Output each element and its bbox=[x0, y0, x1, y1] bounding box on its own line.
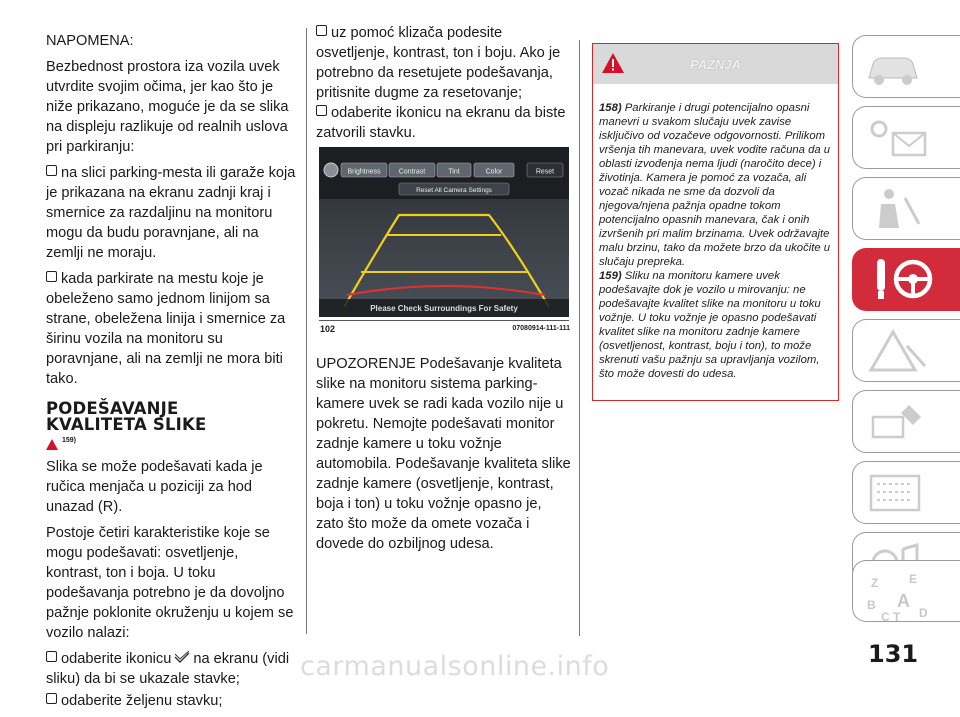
figure-code: 07080914-111-111 bbox=[512, 325, 570, 332]
settings-gear-icon[interactable] bbox=[324, 163, 338, 177]
tab-emergency[interactable] bbox=[852, 319, 960, 382]
warning-paragraph-container bbox=[316, 354, 571, 560]
specs-icon bbox=[863, 468, 933, 518]
svg-text:E: E bbox=[909, 572, 918, 586]
svg-text:A: A bbox=[897, 591, 910, 611]
note-bullet-2: kada parkirate na mestu koje je obeleženo samo jednom linijom sa strane, obeležena linija i smernice za širinu vozila na monitoru su poravnjane, ali na zemlji ne mora biti tako. bbox=[46, 271, 286, 387]
checkbox-bullet-icon bbox=[46, 693, 57, 704]
index-icon bbox=[863, 567, 943, 623]
tab-safety[interactable] bbox=[852, 177, 960, 240]
svg-text:D: D bbox=[919, 606, 928, 620]
column-divider bbox=[306, 28, 307, 634]
brightness-label: Brightness bbox=[347, 168, 381, 176]
safety-banner: Please Check Surroundings For Safety bbox=[370, 304, 518, 313]
steering-icon bbox=[863, 255, 943, 305]
tab-car[interactable] bbox=[852, 35, 960, 98]
note-text: Bezbednost prostora iza vozila uvek utvrdite svojim očima, jer kao što je niže prikazano, moguće je da se slika na displeju razlikuje od realnih uslova pri parkiranju: bbox=[46, 59, 289, 155]
tab-index[interactable] bbox=[852, 560, 960, 622]
figure-rule bbox=[319, 320, 569, 321]
camera-settings-figure bbox=[319, 147, 569, 317]
watermark: carmanualsonline.info bbox=[300, 651, 610, 682]
section-heading: PODEŠAVANJE KVALITETA SLIKE bbox=[46, 399, 207, 434]
svg-text:T: T bbox=[893, 610, 901, 623]
bullet-sliders: uz pomoć klizača podesite osvetljenje, kontrast, ton i boju. Ako je potrebno da resetujete podešavanja, pritisnite dugme za resetovanje; bbox=[316, 25, 561, 101]
warning-paragraph: UPOZORENJE Podešavanje kvaliteta slike na monitoru sistema parking-kamere uvek se radi kada vozilo nije u pokretu. Nemojte podešavati monitor zadnje kamere u toku vožnje automobila. Podešavanje kvaliteta slike zadnje kamere (osvetljenje, kontrast, boja i ton) u toku vožnje opasno je, zato što može da omete vozača i dovede do ozbiljnog udesa. bbox=[316, 356, 571, 552]
attention-item: 158) Parkiranje i drugi potencijalno opasni manevri u svakom slučaju uvek zavise isključivo od vozačeve odgovornosti. Prilikom vršenja tih manevara, uvek vodite računa da u oblasti izvođenja nema ljudi (naročito dece) i životinja. Kamera je pomoć za vozača, ali vozač nikada ne sme da dozvoli da njegova/njena pažnja opadne tokom potencijalno opasnih manevara, čak i onih izvršenih pri malim brzinama. Uvek održavajte malu brzinu, tako da možete brzo da ukočite u slučaju prepreka. bbox=[599, 102, 831, 268]
checkbox-bullet-icon bbox=[46, 651, 57, 662]
note-bullet-1: na slici parking-mesta ili garaže koja je prikazana na ekranu zadnji kraj i smernice za razdaljinu na monitoru mogu da budu poravnjane, ali na zemlji ne moraju. bbox=[46, 165, 296, 261]
camera-screen bbox=[319, 147, 569, 317]
attention-item: 159) Sliku na monitoru kamere uvek podešavajte dok je vozilo u mirovanju: ne podešavajte kvalitet slike na monitoru u toku vožnje. U toku vožnje je opasno podešavati kvalitet slike na monitoru zadnje kamere (osvetljenost, kontrast, boju i ton), to može skrenuti vašu pažnju sa upravljanja vozilom, što može dovesti do udesa. bbox=[599, 270, 821, 380]
service-icon bbox=[863, 397, 933, 447]
bullet-close: odaberite ikonicu na ekranu da biste zatvorili stavku. bbox=[316, 105, 566, 141]
bullet-select-icon: odaberite ikonicu na ekranu (vidi sliku) da bi se ukazale stavke; bbox=[46, 651, 290, 687]
page-number: 131 bbox=[868, 640, 919, 668]
checkbox-bullet-icon bbox=[46, 271, 57, 282]
note-heading: NAPOMENA: bbox=[46, 33, 134, 49]
tint-label: Tint bbox=[448, 168, 460, 176]
attention-title: PAŽNJA bbox=[689, 57, 742, 72]
figure-number: 102 bbox=[320, 324, 336, 334]
tab-specifications[interactable] bbox=[852, 461, 960, 524]
color-label: Color bbox=[485, 168, 503, 176]
attention-box bbox=[592, 43, 839, 401]
reset-label: Reset bbox=[535, 168, 555, 176]
breakdown-icon bbox=[863, 326, 933, 376]
tab-warning-lights[interactable] bbox=[852, 106, 960, 169]
column-divider bbox=[579, 40, 580, 636]
contrast-label: Contrast bbox=[398, 168, 426, 176]
car-icon bbox=[863, 42, 923, 92]
svg-text:B: B bbox=[867, 598, 876, 612]
tab-maintenance[interactable] bbox=[852, 390, 960, 453]
attention-body bbox=[599, 101, 831, 381]
warning-triangle-icon bbox=[46, 439, 58, 450]
checkbox-bullet-icon bbox=[46, 165, 57, 176]
paragraph-gear: Slika se može podešavati kada je ručica menjača u poziciji za hod unazad (R). bbox=[46, 459, 263, 515]
svg-text:C: C bbox=[881, 610, 890, 623]
tab-starting-driving[interactable] bbox=[852, 248, 960, 311]
bullet-select-item: odaberite željenu stavku; bbox=[46, 691, 296, 711]
settings-checkmark-icon bbox=[173, 651, 191, 664]
warning-lights-icon bbox=[863, 113, 933, 163]
svg-text:Z: Z bbox=[871, 576, 879, 590]
airbag-icon bbox=[863, 184, 933, 234]
column-middle bbox=[316, 23, 571, 149]
column-left bbox=[46, 31, 296, 717]
checkbox-bullet-icon bbox=[316, 25, 327, 36]
checkbox-bullet-icon bbox=[316, 105, 327, 116]
attention-header bbox=[593, 44, 838, 84]
paragraph-characteristics: Postoje četiri karakteristike koje se mogu podešavati: osvetljenje, kontrast, ton i boja. U toku podešavanja potrebno je da dovoljno pažnje poklonite okruženju u kojem se vozilo nalazi: bbox=[46, 525, 294, 641]
section-ref: 159) bbox=[46, 437, 296, 453]
reset-all-label: Reset All Camera Settings bbox=[416, 187, 492, 194]
